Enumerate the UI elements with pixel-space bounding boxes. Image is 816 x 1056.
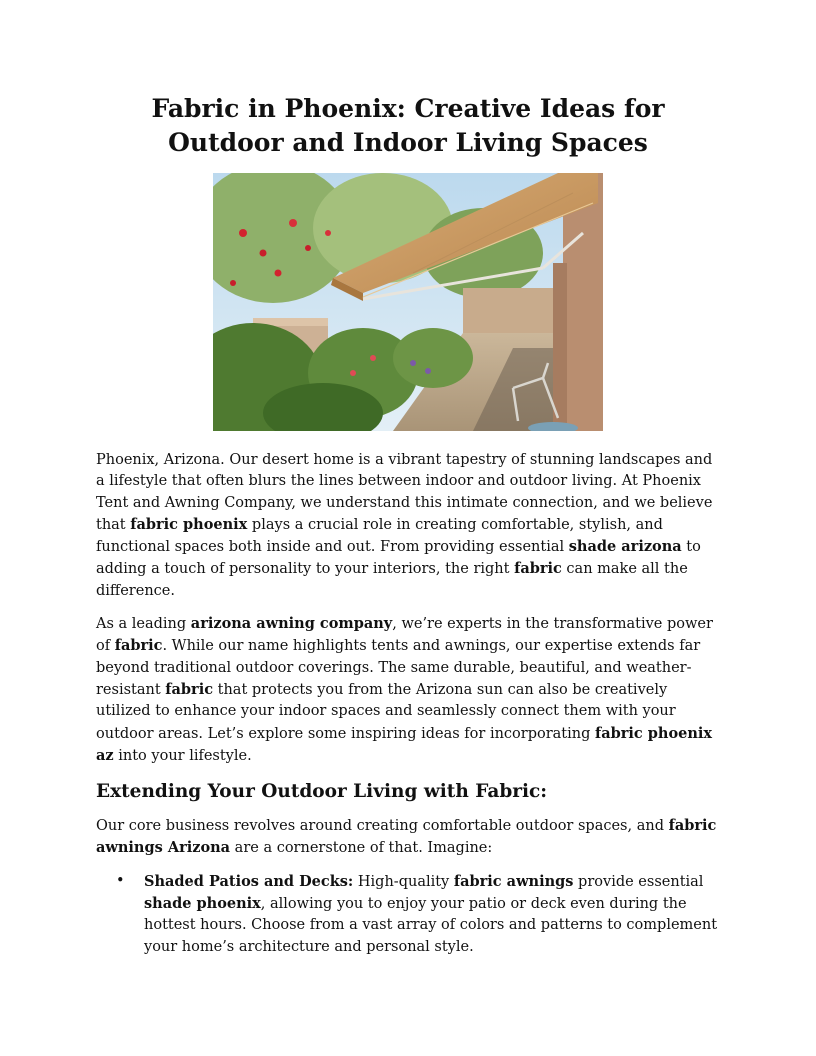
keyword-fabric-awnings: fabric awnings [453, 872, 574, 890]
company-paragraph: As a leading arizona awning company, we’re experts in the transformative power of fabric. While our name highlights tents and awnings, our expertise extends far beyond traditional outdoor coverings. The same durable, beautiful, and weather-resistant fabric that protects you from the Arizona sun can also be creatively utilized to enhance your indoor spaces and seamlessly connect them with your outdoor areas. Let’s explore some inspiring ideas for incorporating fabric phoenix az into your lifestyle. [96, 615, 713, 764]
intro-paragraph: Phoenix, Arizona. Our desert home is a vibrant tapestry of stunning landscapes and a lifestyle that often blurs the lines between indoor and outdoor living. At Phoenix Tent and Awning Company, we understand this intimate connection, and we believe that fabric phoenix plays a crucial role in creating comfortable, stylish, and functional spaces both inside and out. From providing essential shade arizona to adding a touch of personality to your interiors, the right fabric can make all the difference. [96, 452, 713, 599]
keyword-fabric-phoenix: fabric phoenix [130, 515, 248, 533]
section-heading: Extending Your Outdoor Living with Fabric: [96, 781, 548, 803]
keyword-shade-arizona: shade arizona [568, 538, 682, 556]
keyword-fabric: fabric [165, 680, 214, 698]
keyword-fabric-awnings-arizona: fabric awnings Arizona [96, 817, 717, 857]
section-intro-paragraph: Our core business revolves around creating comfortable outdoor spaces, and fabric awnings Arizona are a cornerstone of that. Imagine: [96, 817, 717, 857]
list-item-heading: Shaded Patios and Decks: [144, 872, 354, 890]
keyword-arizona-awning-company: arizona awning company [190, 615, 393, 633]
ideas-list [96, 871, 720, 958]
keyword-shade-phoenix: shade phoenix [144, 895, 261, 913]
list-item: • Shaded Patios and Decks: High-quality fabric awnings provide essential shade phoenix, allowing you to enjoy your patio or deck even during the hottest hours. Choose from a vast array of colors and patterns to complement your home’s architecture and personal style. [116, 872, 718, 955]
document-page [96, 92, 720, 958]
bullet-glyph: • [116, 872, 125, 889]
keyword-fabric: fabric [114, 637, 163, 655]
keyword-fabric: fabric [514, 560, 562, 578]
page-title: Fabric in Phoenix: Creative Ideas for Outdoor and Indoor Living Spaces [151, 94, 665, 157]
patio-awning-photo [213, 173, 603, 431]
keyword-fabric-phoenix-az: fabric phoenix az [96, 724, 713, 764]
